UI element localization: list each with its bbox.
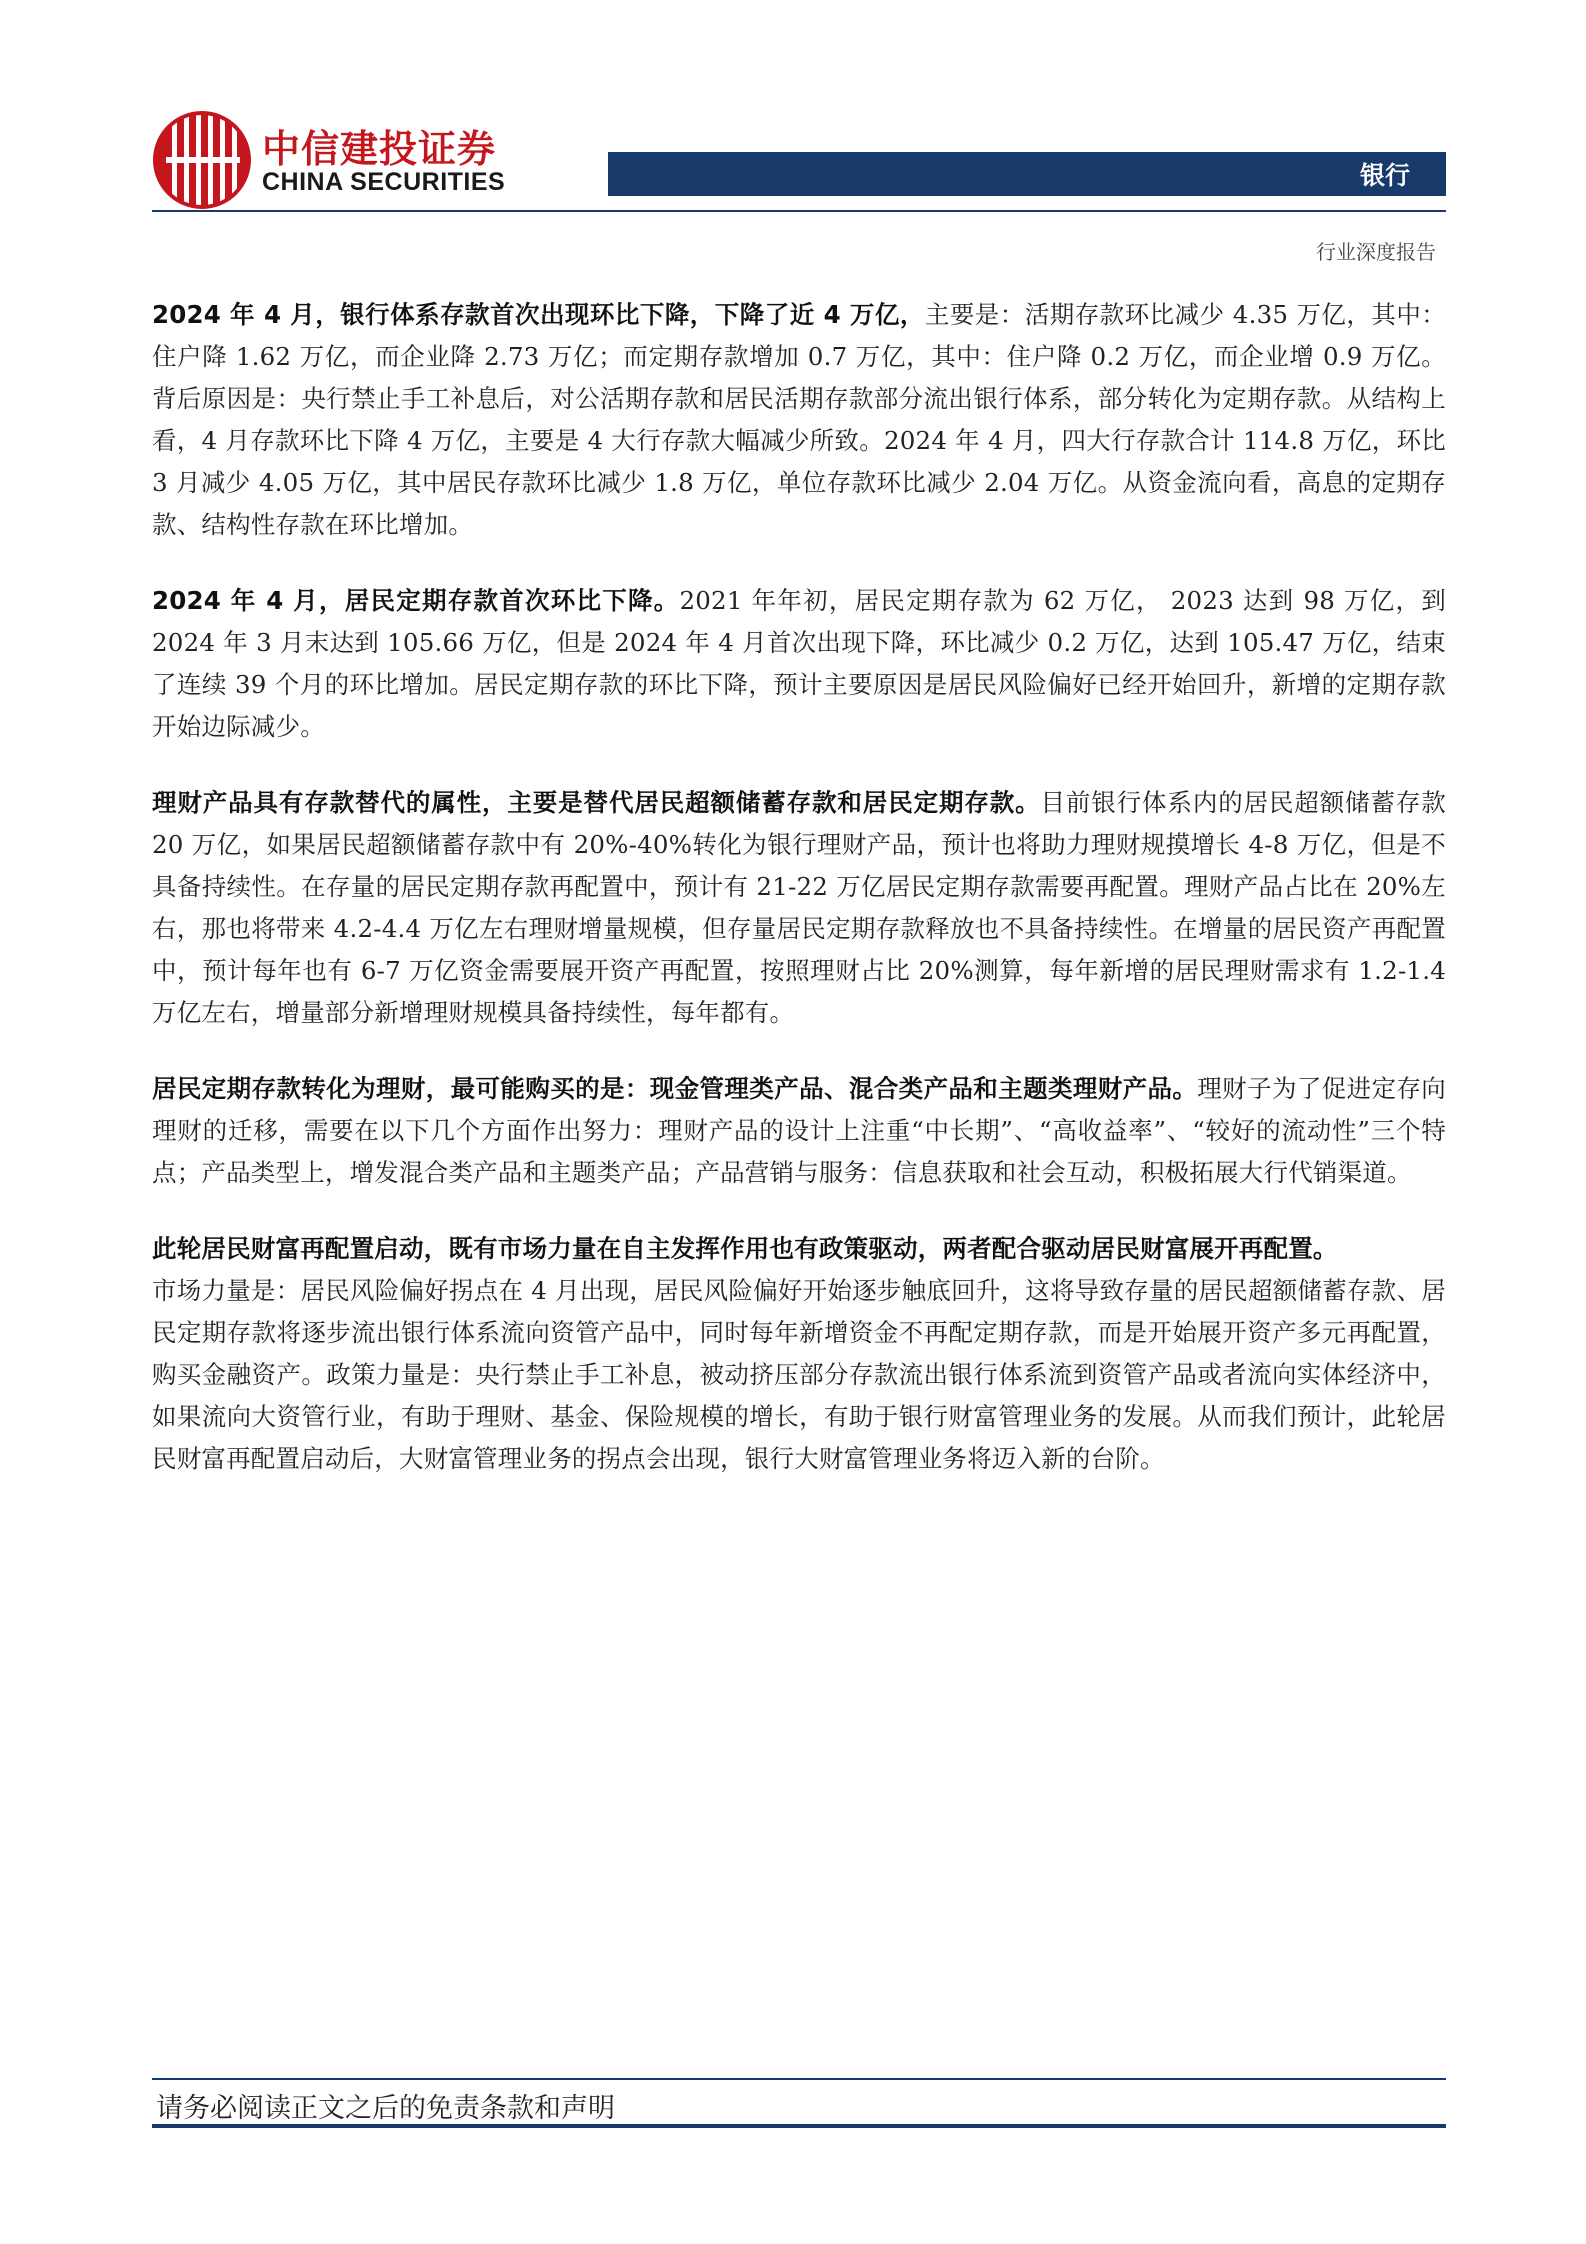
- footer-divider-bottom: [152, 2124, 1446, 2128]
- paragraph-lead: 2024 年 4 月，银行体系存款首次出现环比下降，下降了近 4 万亿，: [152, 300, 925, 329]
- paragraph-5: [152, 1228, 1446, 1480]
- brand-name-en: CHINA SECURITIES: [262, 168, 506, 196]
- paragraph-lead: 此轮居民财富再配置启动，既有市场力量在自主发挥作用也有政策驱动，两者配合驱动居民财富展开再配置。: [152, 1234, 1338, 1263]
- paragraph-text: 市场力量是：居民风险偏好拐点在 4 月出现，居民风险偏好开始逐步触底回升，这将导致存量的居民超额储蓄存款、居民定期存款将逐步流出银行体系流向资管产品中，同时每年新增资金不再配定期存款，而是开始展开资产多元再配置，购买金融资产。政策力量是：央行禁止手工补息，被动挤压部分存款流出银行体系流到资管产品或者流向实体经济中，如果流向大资管行业，有助于理财、基金、保险规模的增长，有助于银行财富管理业务的发展。从而我们预计，此轮居民财富再配置启动后，大财富管理业务的拐点会出现，银行大财富管理业务将迈入新的台阶。: [152, 1276, 1446, 1473]
- paragraph-text: 主要是：活期存款环比减少 4.35 万亿，其中：住户降 1.62 万亿，而企业降 2.73 万亿；而定期存款增加 0.7 万亿，其中：住户降 0.2 万亿，而企业增 0.9 万亿。背后原因是：央行禁止手工补息后，对公活期存款和居民活期存款部分流出银行体系，部分转化为定期存款。从结构上看，4 月存款环比下降 4 万亿，主要是 4 大行存款大幅减少所致。2024 年 4 月，四大行存款合计 114.8 万亿，环比 3 月减少 4.05 万亿，其中居民存款环比减少 1.8 万亿，单位存款环比减少 2.04 万亿。从资金流向看，高息的定期存款、结构性存款在环比增加。: [152, 300, 1446, 539]
- footer-divider-top: [152, 2078, 1446, 2080]
- paragraph-4: [152, 1068, 1446, 1194]
- paragraph-lead: 理财产品具有存款替代的属性，主要是替代居民超额储蓄存款和居民定期存款。: [152, 788, 1041, 817]
- paragraph-3: [152, 782, 1446, 1034]
- paragraph-2: [152, 580, 1446, 748]
- report-body: [152, 294, 1446, 1514]
- paragraph-1: [152, 294, 1446, 546]
- paragraph-text: 2021 年年初，居民定期存款为 62 万亿， 2023 达到 98 万亿，到 2024 年 3 月末达到 105.66 万亿，但是 2024 年 4 月首次出现下降，环比减少 0.2 万亿，达到 105.47 万亿，结束了连续 39 个月的环比增加。居民定期存款的环比下降，预计主要原因是居民风险偏好已经开始回升，新增的定期存款开始边际减少。: [152, 586, 1446, 741]
- header-section-bar: [608, 152, 1446, 196]
- header-divider: [152, 210, 1446, 212]
- china-securities-logo-icon: [152, 110, 252, 210]
- brand-name-cn: 中信建投证券: [262, 127, 497, 171]
- report-type-label: 行业深度报告: [1316, 240, 1436, 264]
- section-title: 银行: [1359, 161, 1410, 190]
- paragraph-lead: 居民定期存款转化为理财，最可能购买的是：现金管理类产品、混合类产品和主题类理财产品。: [152, 1074, 1198, 1103]
- paragraph-text: 理财子为了促进定存向理财的迁移，需要在以下几个方面作出努力：理财产品的设计上注重“中长期”、“高收益率”、“较好的流动性”三个特点；产品类型上，增发混合类产品和主题类产品；产品营销与服务：信息获取和社会互动，积极拓展大行代销渠道。: [152, 1074, 1446, 1187]
- footer-disclaimer: 请务必阅读正文之后的免责条款和声明: [156, 2093, 615, 2124]
- paragraph-lead: 2024 年 4 月，居民定期存款首次环比下降。: [152, 586, 680, 615]
- paragraph-text: 目前银行体系内的居民超额储蓄存款 20 万亿，如果居民超额储蓄存款中有 20%-40%转化为银行理财产品，预计也将助力理财规摸增长 4-8 万亿，但是不具备持续性。在存量的居民定期存款再配置中，预计有 21-22 万亿居民定期存款需要再配置。理财产品占比在 20%左右，那也将带来 4.2-4.4 万亿左右理财增量规模，但存量居民定期存款释放也不具备持续性。在增量的居民资产再配置中，预计每年也有 6-7 万亿资金需要展开资产再配置，按照理财占比 20%测算，每年新增的居民理财需求有 1.2-1.4 万亿左右，增量部分新增理财规模具备持续性，每年都有。: [152, 788, 1447, 1027]
